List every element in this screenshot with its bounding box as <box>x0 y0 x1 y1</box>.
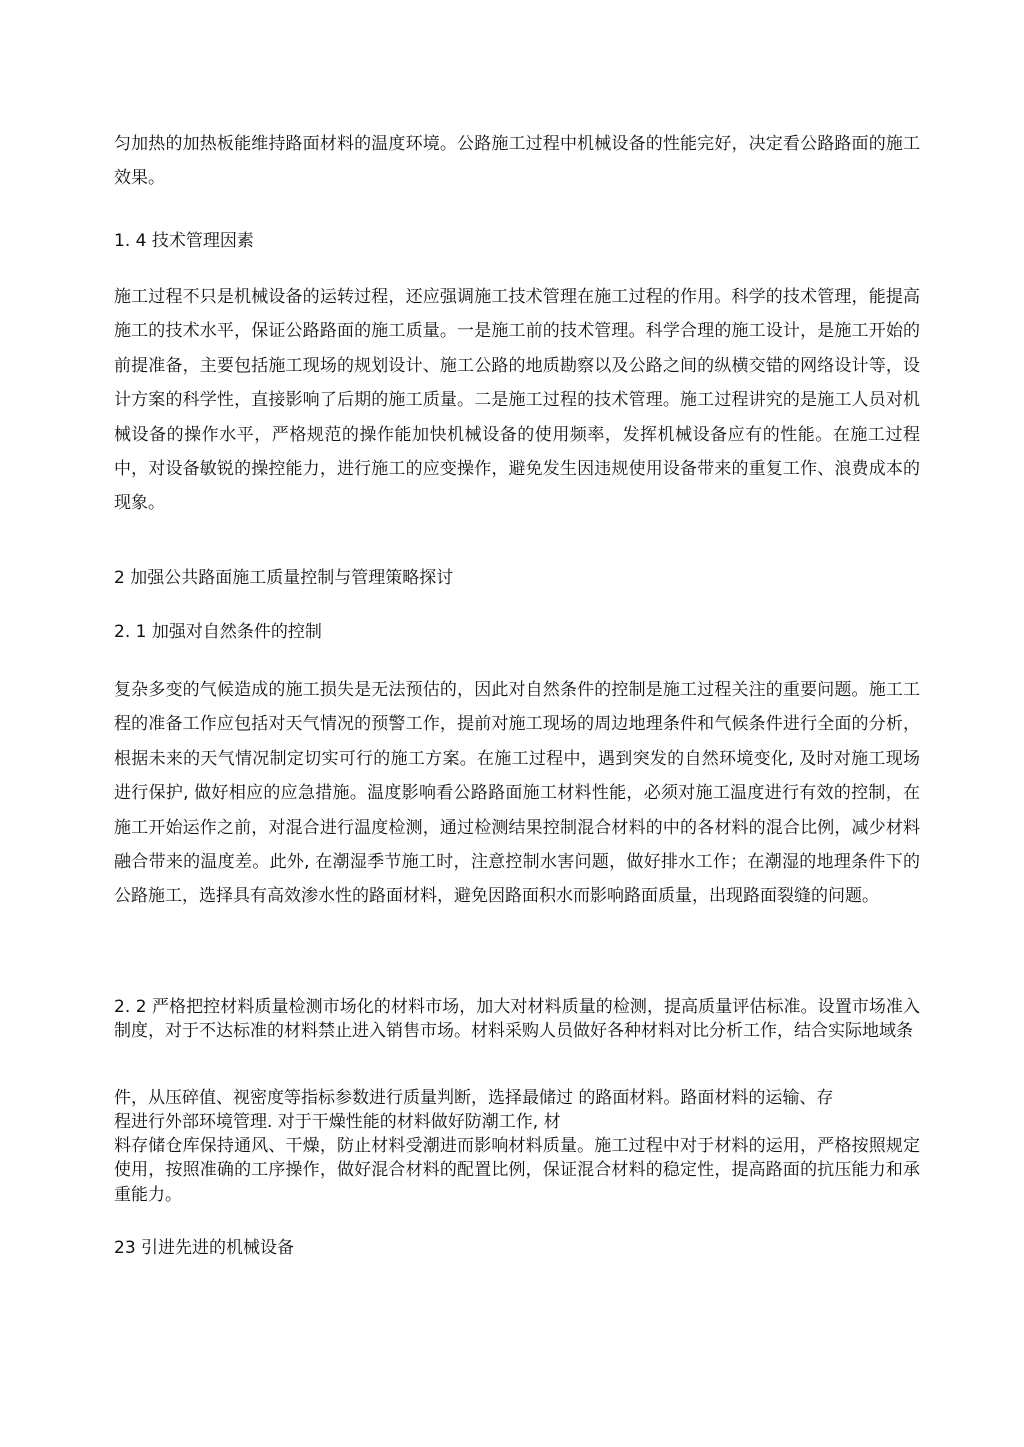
text-line-environment-management: 程进行外部环境管理. 对于干燥性能的材料做好防潮工作, 材 <box>114 1112 561 1132</box>
paragraph-natural-conditions: 复杂多变的气候造成的施工损失是无法预估的，因此对自然条件的控制是施工过程关注的重要问题。施工工程的准备工作应包括对天气情况的预警工作，提前对施工现场的周边地理条件和气候条件进行全面的分析，根据未来的天气情况制定切实可行的施工方案。在施工过程中，遇到突发的自然环境变化, 及时对施工现场进行保护, 做好相应的应急措施。温度影响看公路路面施工材料性能，必须对施工温度进行有效的控制，在施工开始运作之前，对混合进行温度检测，通过检测结果控制混合材料的中的各材料的混合比例，减少材料融合带来的温度差。此外, 在潮湿季节施工时，注意控制水害问题，做好排水工作；在潮湿的地理条件下的公路施工，选择具有高效渗水性的路面材料，避免因路面积水而影响路面质量，出现路面裂缝的问题。 <box>114 680 920 907</box>
section-heading-2-1: 2. 1 加强对自然条件的控制 <box>114 622 322 642</box>
section-heading-2-3: 23 引进先进的机械设备 <box>114 1238 295 1258</box>
section-heading-2: 2 加强公共路面施工质量控制与管理策略探讨 <box>114 568 454 588</box>
paragraph-material-storage: 料存储仓库保持通风、干燥，防止材料受潮进而影响材料质量。施工过程中对于材料的运用，严格按照规定使用，按照准确的工序操作，做好混合材料的配置比例，保证混合材料的稳定性，提高路面的抗压能力和承重能力。 <box>114 1136 920 1205</box>
paragraph-material-quality: 2. 2 严格把控材料质量检测市场化的材料市场，加大对材料质量的检测，提高质量评估标准。设置市场准入制度，对于不达标准的材料禁止进入销售市场。材料采购人员做好各种材料对比分析工作，结合实际地域条 <box>114 997 920 1042</box>
paragraph-equipment-heating: 匀加热的加热板能维持路面材料的温度环境。公路施工过程中机械设备的性能完好，决定看公路路面的施工效果。 <box>114 134 920 189</box>
paragraph-technical-management: 施工过程不只是机械设备的运转过程，还应强调施工技术管理在施工过程的作用。科学的技术管理，能提高施工的技术水平，保证公路路面的施工质量。一是施工前的技术管理。科学合理的施工设计，是施工开始的前提准备，主要包括施工现场的规划设计、施工公路的地质勘察以及公路之间的纵横交错的网络设计等，设计方案的科学性，直接影响了后期的施工质量。二是施工过程的技术管理。施工过程讲究的是施工人员对机械设备的操作水平，严格规范的操作能加快机械设备的使用频率，发挥机械设备应有的性能。在施工过程中，对设备敏锐的操控能力，进行施工的应变操作，避免发生因违规使用设备带来的重复工作、浪费成本的现象。 <box>114 287 920 514</box>
text-line-material-selection: 件，从压碎值、视密度等指标参数进行质量判断，选择最储过 的路面材料。路面材料的运输、存 <box>114 1088 834 1108</box>
section-heading-1-4: 1. 4 技术管理因素 <box>114 231 254 251</box>
